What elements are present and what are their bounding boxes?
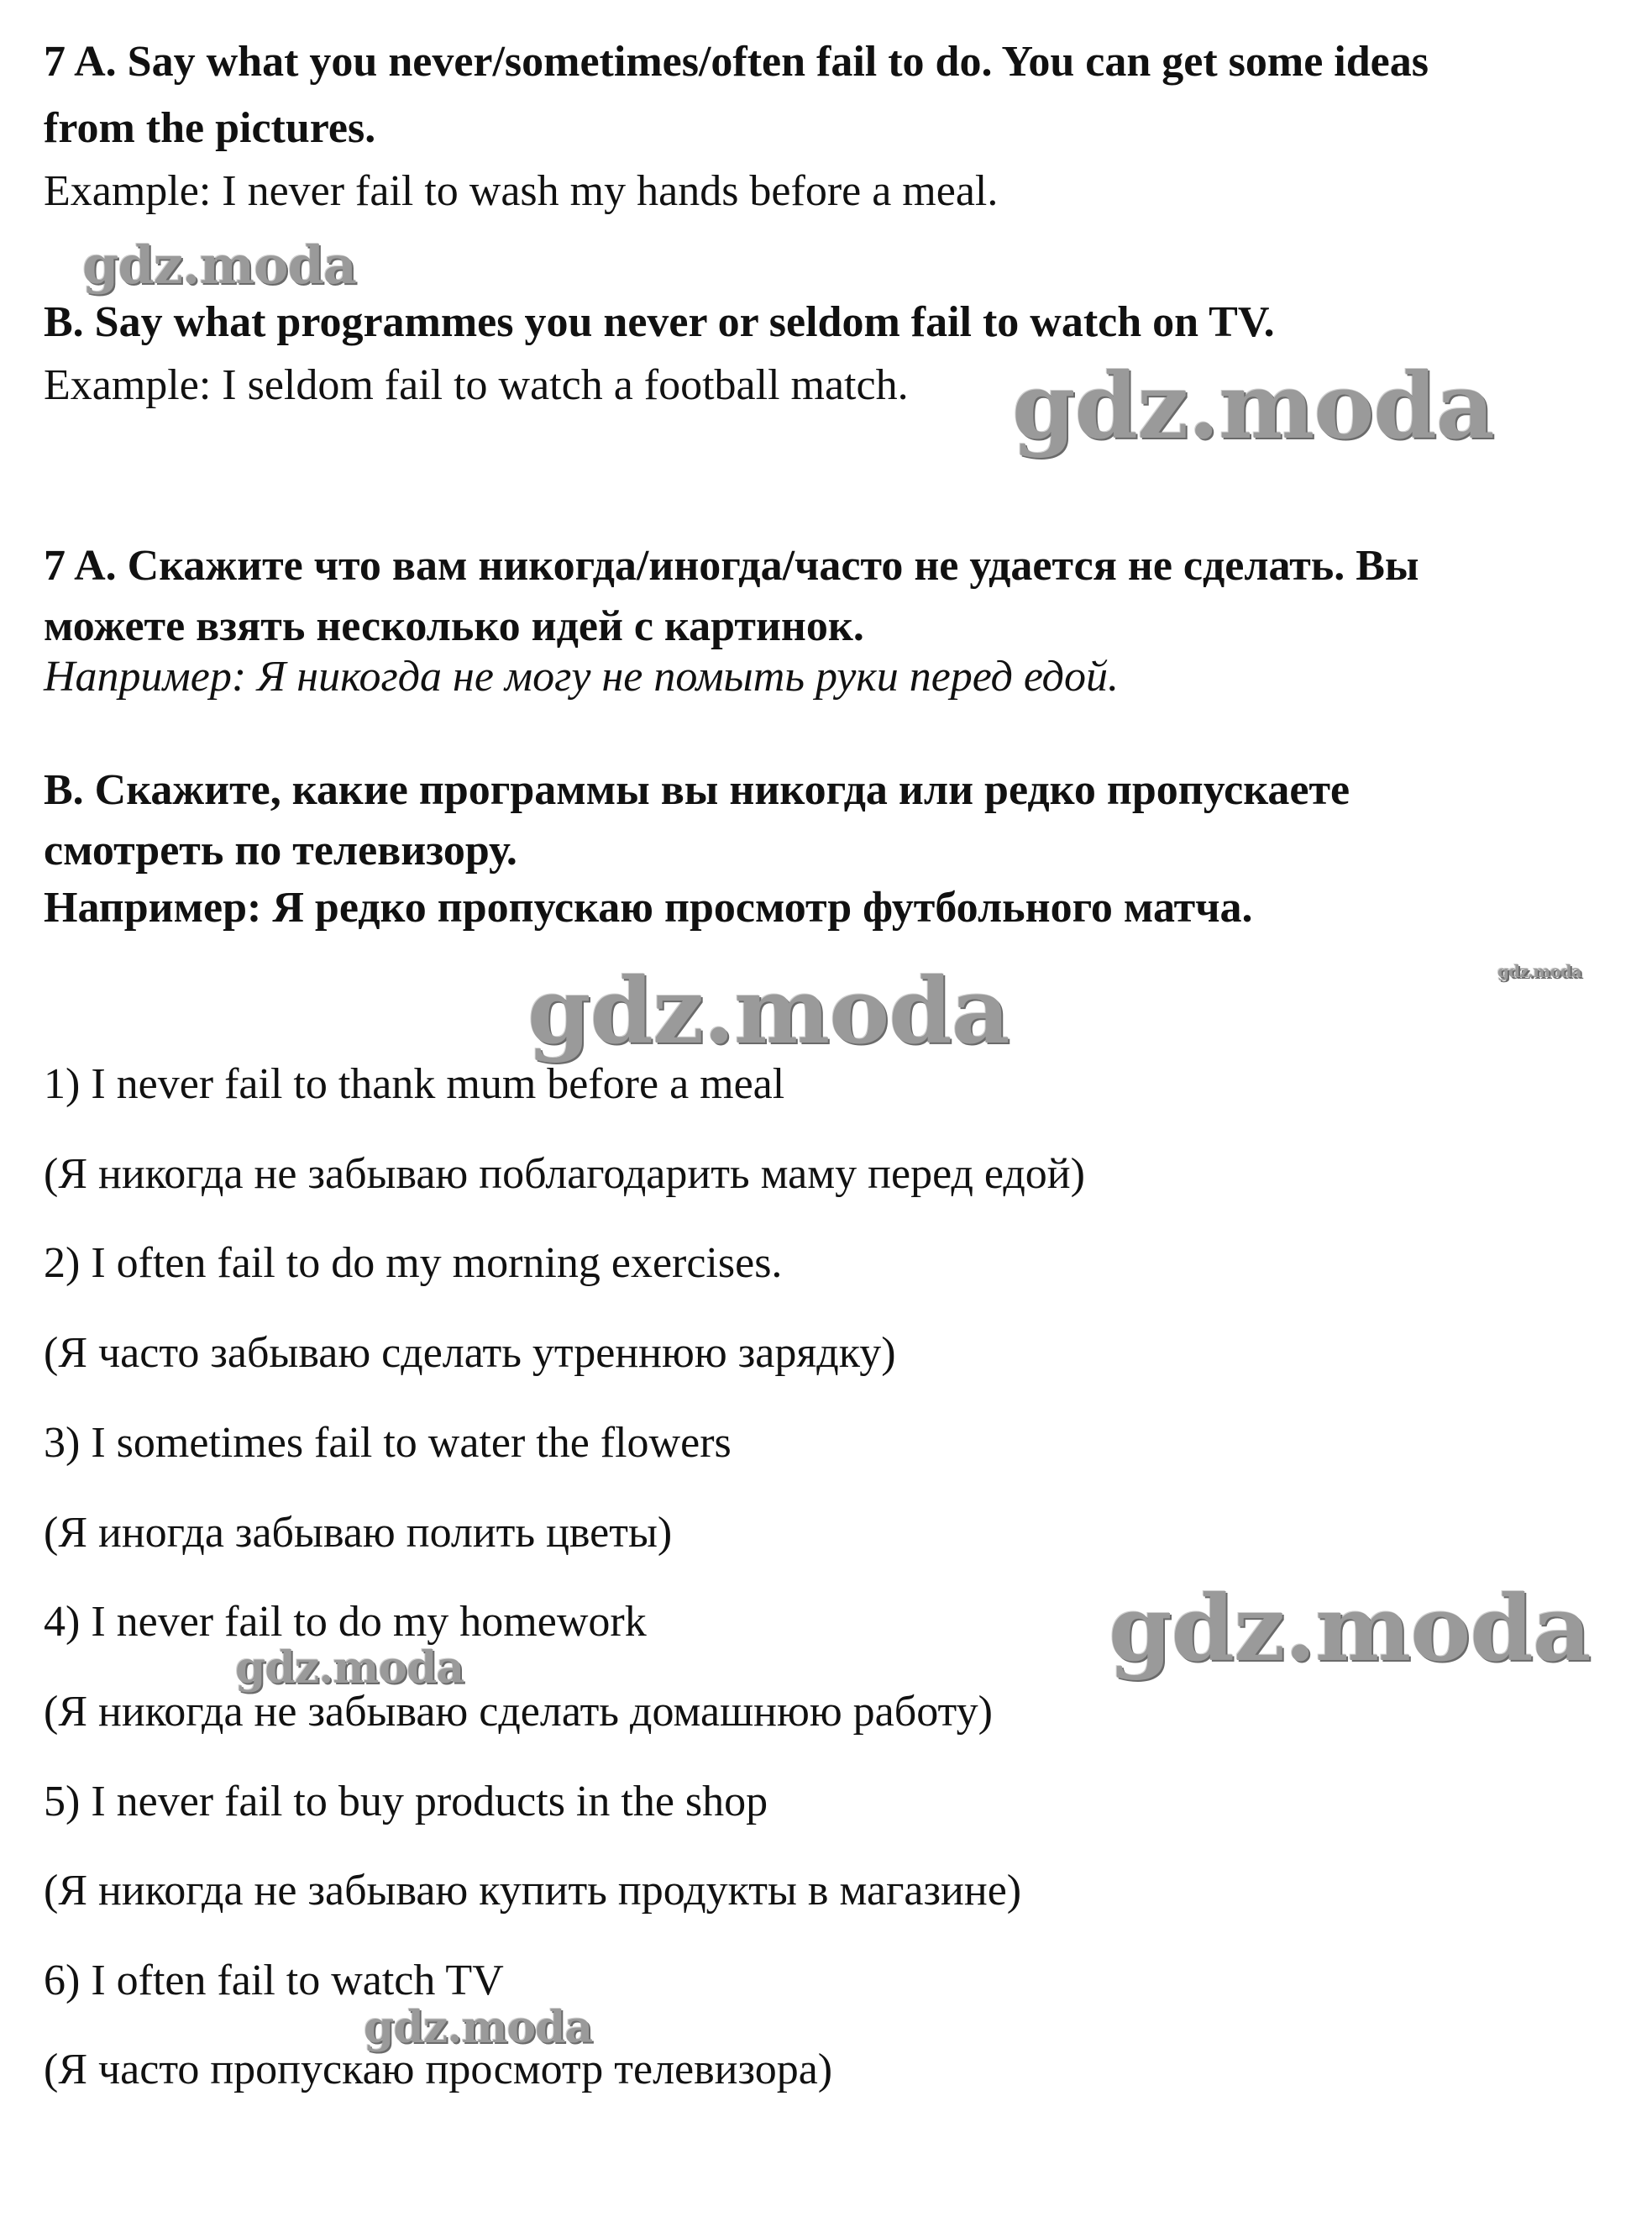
answer-4-en: 4) I never fail to do my homework xyxy=(44,1598,647,1646)
answer-3-en: 3) I sometimes fail to water the flowers xyxy=(44,1419,732,1467)
answer-1-ru: (Я никогда не забываю поблагодарить маму перед едой) xyxy=(44,1150,1085,1198)
watermark-logo: gdz.moda xyxy=(235,1642,464,1694)
task-en-example-a: Example: I never fail to wash my hands before a meal. xyxy=(44,167,999,215)
answer-2-en: 2) I often fail to do my morning exercises. xyxy=(44,1239,783,1287)
task-en-heading-a-line1: 7 A. Say what you never/sometimes/often fail to do. You can get some ideas xyxy=(44,38,1429,86)
answer-3-ru: (Я иногда забываю полить цветы) xyxy=(44,1509,673,1557)
task-ru-heading-a-line1: 7 A. Скажите что вам никогда/иногда/часто не удается не сделать. Вы xyxy=(44,542,1419,590)
watermark-logo: gdz.moda xyxy=(1012,354,1494,460)
task-ru-example-a: Например: Я никогда не могу не помыть руки перед едой. xyxy=(44,653,1119,701)
watermark-logo: gdz.moda xyxy=(1109,1576,1591,1682)
answer-4-ru: (Я никогда не забываю сделать домашнюю работу) xyxy=(44,1688,993,1736)
task-ru-heading-a-line2: можете взять несколько идей с картинок. xyxy=(44,602,864,650)
task-en-example-b: Example: I seldom fail to watch a football match. xyxy=(44,361,909,409)
task-en-heading-a-line2: from the pictures. xyxy=(44,104,376,152)
answer-6-en: 6) I often fail to watch TV xyxy=(44,1957,504,2004)
answer-6-ru: (Я часто пропускаю просмотр телевизора) xyxy=(44,2046,833,2093)
watermark-logo: gdz.moda xyxy=(82,234,356,296)
answer-5-ru: (Я никогда не забываю купить продукты в магазине) xyxy=(44,1867,1022,1915)
watermark-logo: gdz.moda xyxy=(1497,961,1581,981)
watermark-logo: gdz.moda xyxy=(527,959,1010,1064)
answer-1-en: 1) I never fail to thank mum before a meal xyxy=(44,1060,785,1108)
answer-5-en: 5) I never fail to buy products in the shop xyxy=(44,1778,768,1825)
watermark-logo: gdz.moda xyxy=(364,2002,593,2053)
task-en-heading-b: B. Say what programmes you never or seldom fail to watch on TV. xyxy=(44,298,1275,346)
task-ru-example-b: Например: Я редко пропускаю просмотр футбольного матча. xyxy=(44,884,1253,932)
answer-2-ru: (Я часто забываю сделать утреннюю зарядку) xyxy=(44,1329,896,1377)
task-ru-heading-b-line1: B. Скажите, какие программы вы никогда или редко пропускаете xyxy=(44,766,1350,814)
task-ru-heading-b-line2: смотреть по телевизору. xyxy=(44,827,517,875)
